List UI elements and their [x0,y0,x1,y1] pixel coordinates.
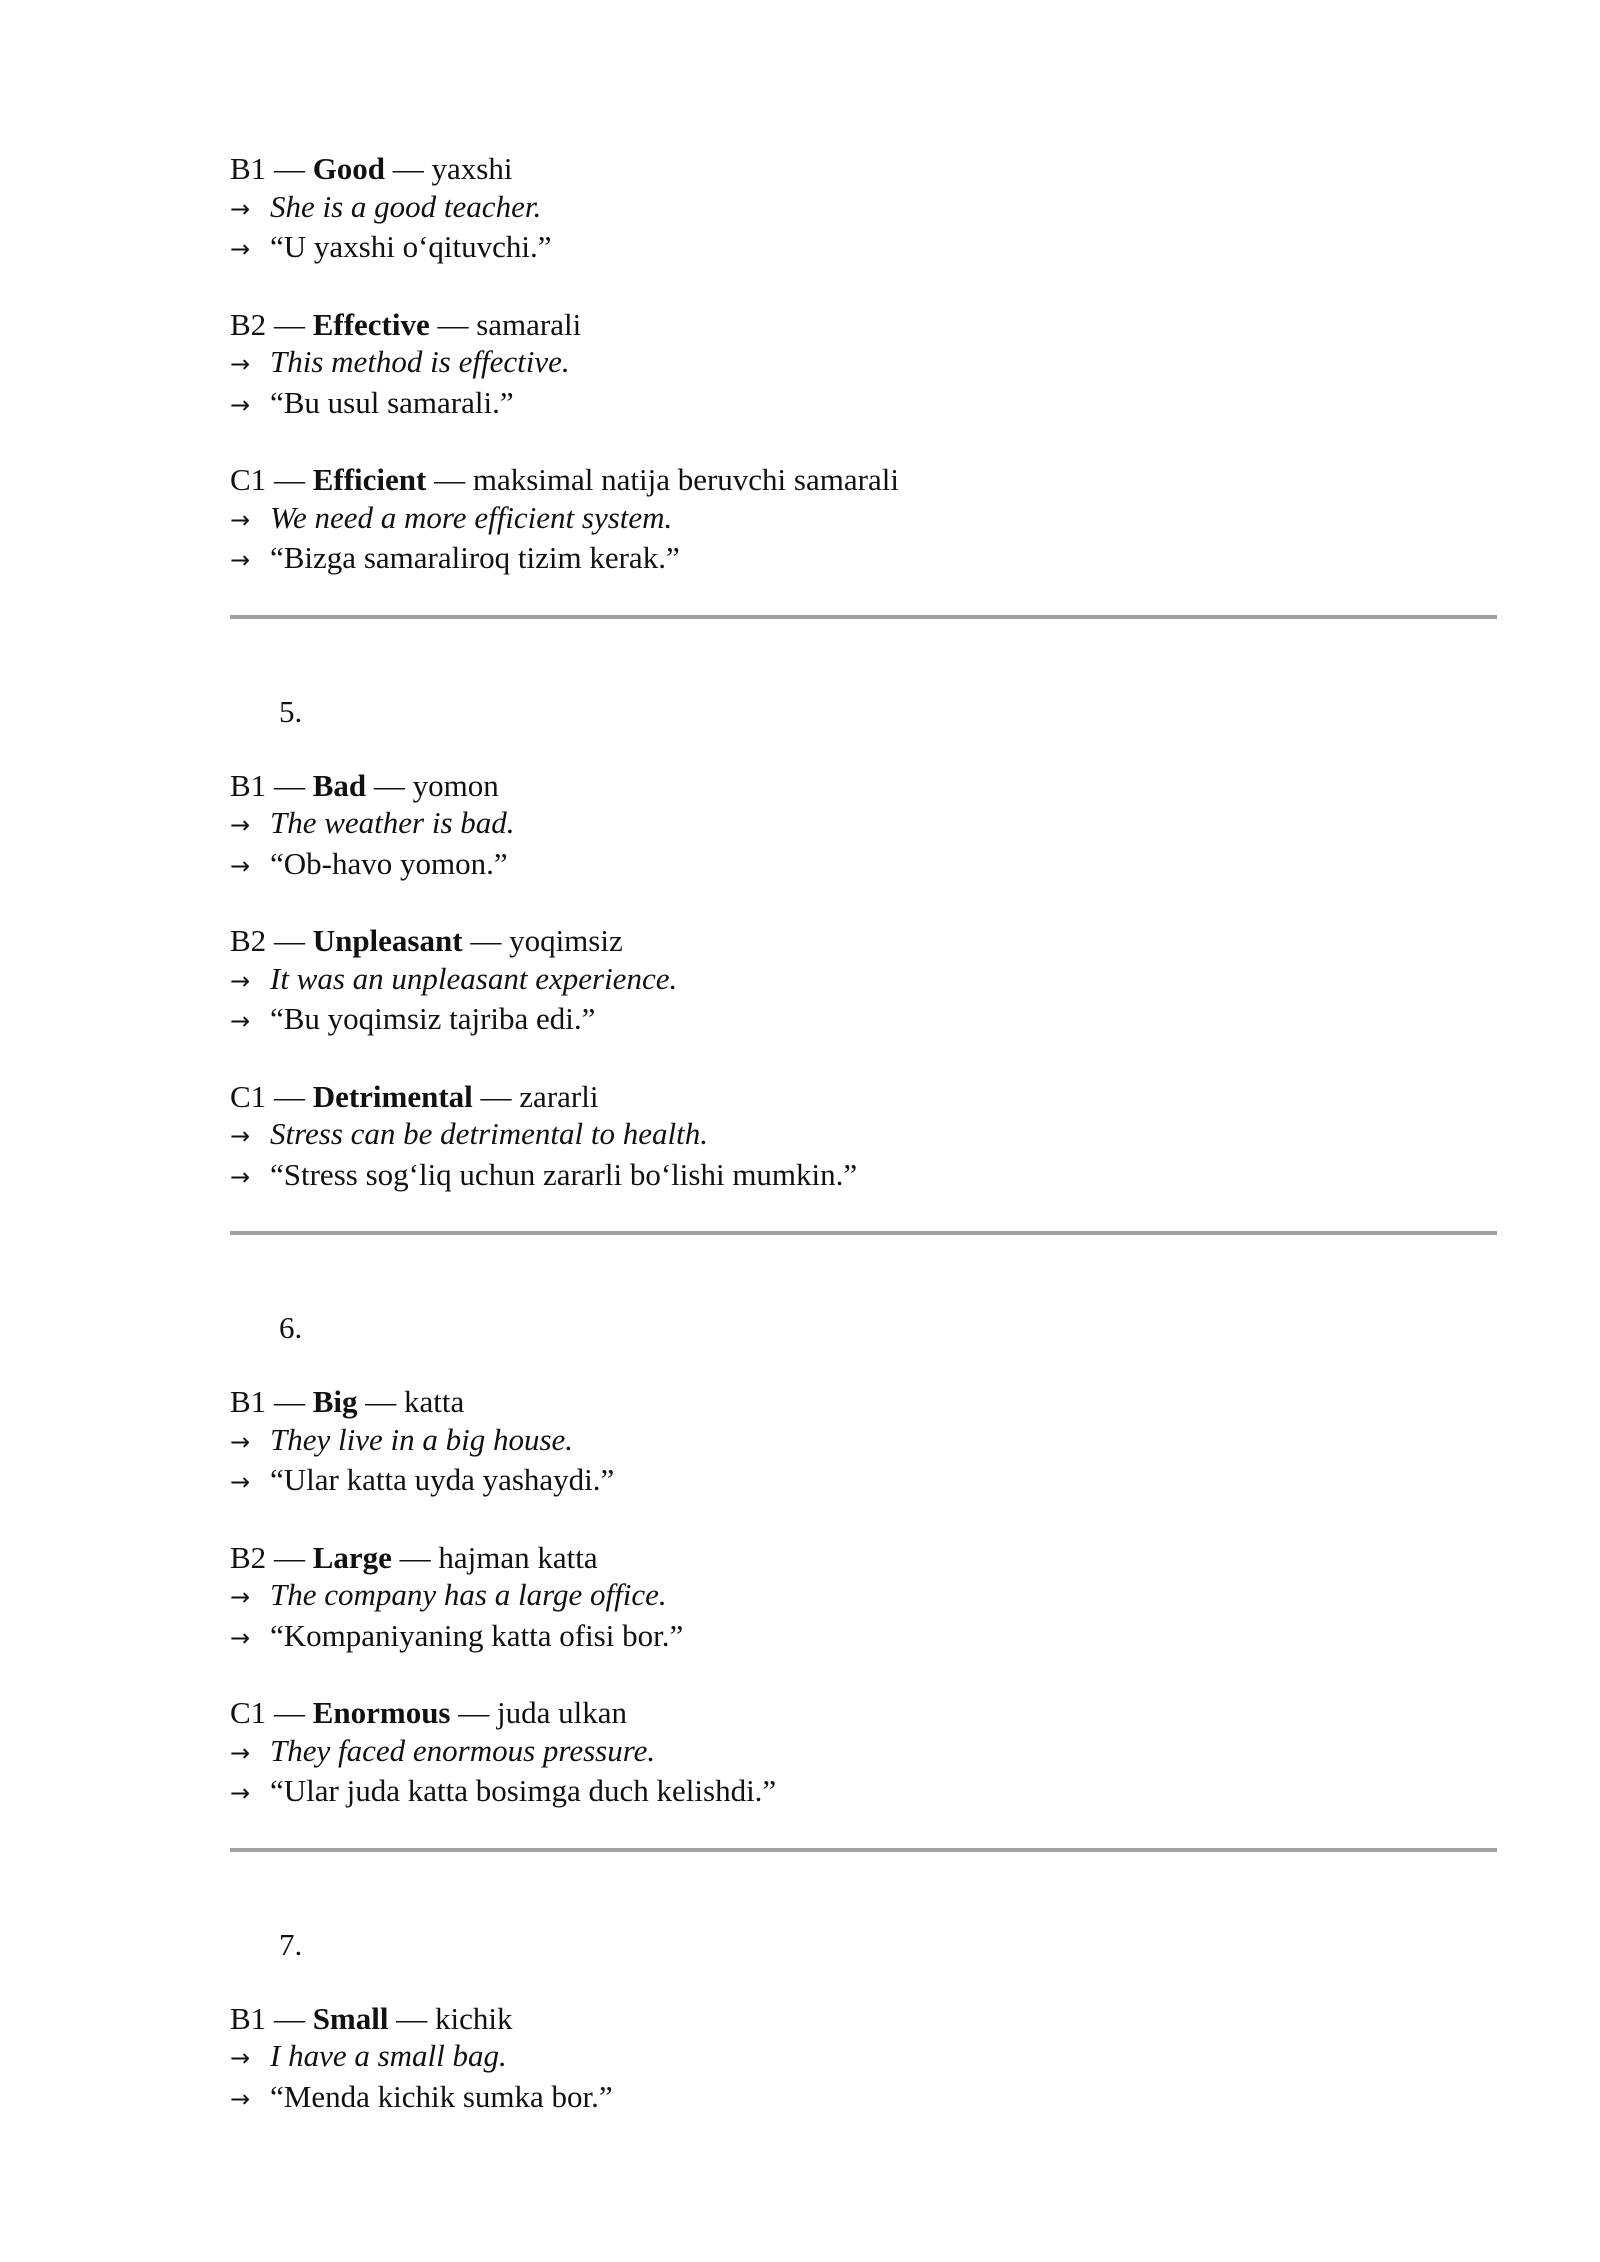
example-sentence: We need a more efficient system. [270,499,673,535]
example-translation-line [230,1000,1500,1041]
english-word: Unpleasant [312,923,463,958]
uzbek-translation: maksimal natija beruvchi samarali [472,462,899,497]
entry-heading-line [230,1539,1500,1577]
entry-heading-line [230,1694,1500,1732]
vocabulary-entry [230,1694,1500,1813]
right-arrow-icon: → [230,1738,251,1767]
example-translation: “U yaxshi oʻqituvchi.” [270,229,552,264]
cefr-level: C1 [230,1078,267,1114]
example-sentence: The company has a large office. [270,1577,667,1612]
cefr-level: B1 [230,1384,267,1419]
right-arrow-icon: → [230,1427,251,1456]
english-word: Efficient [312,462,427,497]
em-dash-separator: — [273,2000,305,2036]
example-translation: “Ular juda katta bosimga duch kelishdi.” [270,1773,777,1808]
example-sentence: The weather is bad. [270,805,515,840]
english-word: Big [312,1384,358,1419]
em-dash-separator: — [273,151,305,186]
em-dash-separator: — [396,2000,428,2036]
example-translation: “Bu yoqimsiz tajriba edi.” [270,1001,596,1036]
example-translation: “Ob-havo yomon.” [270,845,508,881]
em-dash-separator: — [273,306,305,342]
vocabulary-section [230,1926,1500,2119]
right-arrow-icon: → [230,811,251,839]
em-dash-separator: — [273,923,305,958]
cefr-level: B1 [230,151,267,186]
cefr-level: B2 [230,1539,267,1575]
uzbek-translation: hajman katta [438,1539,598,1575]
right-arrow-icon: → [230,851,251,880]
right-arrow-icon: → [230,1468,251,1496]
em-dash-separator: — [437,306,469,342]
em-dash-separator: — [365,1384,397,1419]
section-divider [230,1231,1497,1235]
uzbek-translation: zararli [519,1078,599,1114]
right-arrow-icon: → [230,1623,251,1652]
example-translation-line [230,845,1500,886]
example-translation: “Stress sogʻliq uchun zararli boʻlishi mumkin.” [270,1156,858,1192]
em-dash-separator: — [399,1539,431,1575]
example-sentence: I have a small bag. [270,2038,507,2073]
right-arrow-icon: → [230,2044,251,2072]
example-translation: “Ular katta uyda yashaydi.” [270,1462,615,1497]
entry-heading-line [230,150,1500,188]
example-sentence: This method is effective. [270,344,570,379]
example-line [230,1421,1500,1462]
uzbek-translation: yoqimsiz [509,923,623,958]
example-line [230,804,1500,845]
cefr-level: C1 [230,1695,267,1730]
right-arrow-icon: → [230,2084,251,2113]
uzbek-translation: yomon [412,767,499,803]
entry-heading-line [230,767,1500,805]
vocabulary-entry [230,922,1500,1041]
section-divider [230,1848,1497,1852]
uzbek-translation: samarali [476,306,582,342]
english-word: Effective [312,306,430,342]
vocabulary-entry [230,1539,1500,1658]
entry-heading-line [230,461,1500,499]
example-translation: “Menda kichik sumka bor.” [270,2078,613,2114]
uzbek-translation: yaxshi [431,151,513,186]
example-translation: “Kompaniyaning katta ofisi bor.” [270,1617,684,1653]
example-translation-line [230,1461,1500,1502]
entry-heading-line [230,2000,1500,2038]
right-arrow-icon: → [230,1007,251,1035]
em-dash-separator: — [392,151,424,186]
vocabulary-entry [230,461,1500,580]
em-dash-separator: — [470,923,502,958]
cefr-level: B1 [230,2000,267,2036]
em-dash-separator: — [273,1695,305,1730]
entry-heading-line [230,306,1500,344]
em-dash-separator: — [273,1384,305,1419]
entry-heading-line [230,1383,1500,1421]
section-divider [230,615,1497,619]
vocabulary-list [230,150,1500,2118]
vocabulary-section [230,693,1500,1197]
right-arrow-icon: → [230,390,251,419]
example-translation-line [230,228,1500,269]
entry-heading-line [230,1078,1500,1116]
example-translation: “Bizga samaraliroq tizim kerak.” [270,540,680,575]
vocabulary-entry [230,1383,1500,1502]
em-dash-separator: — [480,1078,512,1114]
example-sentence: Stress can be detrimental to health. [270,1116,708,1151]
uzbek-translation: kichik [434,2000,513,2036]
cefr-level: B2 [230,306,267,342]
em-dash-separator: — [273,1078,305,1114]
example-line [230,1732,1500,1773]
right-arrow-icon: → [230,546,251,574]
vocabulary-entry [230,1078,1500,1197]
right-arrow-icon: → [230,235,251,263]
example-translation-line [230,1617,1500,1658]
example-line [230,960,1500,1001]
example-line [230,1576,1500,1617]
example-line [230,343,1500,384]
english-word: Small [312,2000,389,2036]
example-sentence: She is a good teacher. [270,188,542,224]
em-dash-separator: — [273,1539,305,1575]
example-translation-line [230,1772,1500,1813]
vocabulary-entry [230,2000,1500,2119]
example-line [230,499,1500,540]
right-arrow-icon: → [230,1162,251,1191]
em-dash-separator: — [458,1695,490,1730]
vocabulary-entry [230,767,1500,886]
section-number: 6. [279,1310,303,1345]
example-translation-line [230,1156,1500,1197]
example-translation-line [230,2078,1500,2119]
em-dash-separator: — [273,462,305,497]
example-translation: “Bu usul samarali.” [270,384,514,420]
right-arrow-icon: → [230,505,251,534]
right-arrow-icon: → [230,194,251,223]
example-translation-line [230,539,1500,580]
cefr-level: B2 [230,923,267,958]
section-number: 5. [279,693,303,729]
english-word: Bad [312,767,367,803]
vocabulary-entry [230,150,1500,269]
right-arrow-icon: → [230,966,251,995]
right-arrow-icon: → [230,1583,251,1611]
english-word: Good [312,151,386,186]
english-word: Large [312,1539,392,1575]
em-dash-separator: — [273,767,305,803]
example-sentence: They live in a big house. [270,1421,574,1457]
uzbek-translation: katta [403,1384,465,1419]
example-translation-line [230,384,1500,425]
example-line [230,2037,1500,2078]
entry-heading-line [230,922,1500,960]
vocabulary-section [230,1309,1500,1813]
section-number: 7. [279,1926,303,1962]
example-line [230,188,1500,229]
vocabulary-section [230,150,1500,580]
vocabulary-entry [230,306,1500,425]
right-arrow-icon: → [230,1779,251,1807]
right-arrow-icon: → [230,350,251,378]
example-sentence: It was an unpleasant experience. [270,960,678,996]
right-arrow-icon: → [230,1122,251,1150]
cefr-level: C1 [230,462,267,497]
em-dash-separator: — [434,462,466,497]
english-word: Enormous [312,1695,451,1730]
example-line [230,1115,1500,1156]
example-sentence: They faced enormous pressure. [270,1732,656,1768]
english-word: Detrimental [312,1078,473,1114]
em-dash-separator: — [373,767,405,803]
cefr-level: B1 [230,767,267,803]
uzbek-translation: juda ulkan [497,1695,627,1730]
